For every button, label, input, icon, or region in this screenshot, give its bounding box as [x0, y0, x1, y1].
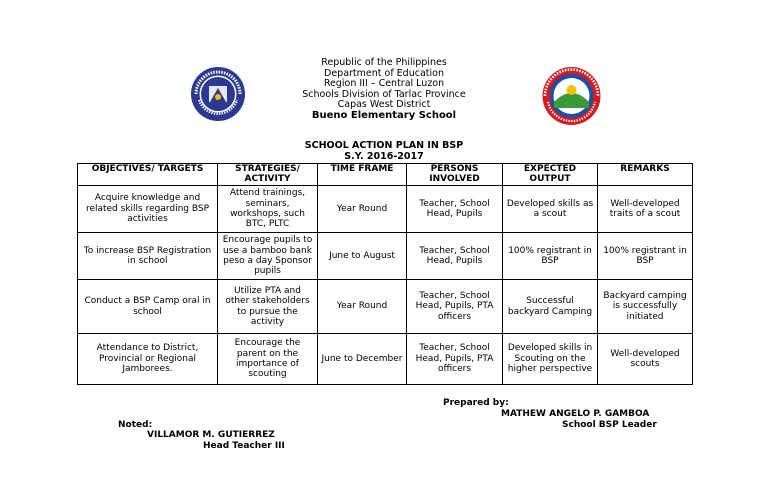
- title-line-1: SCHOOL ACTION PLAN IN BSP: [304, 140, 464, 151]
- table-cell: Encourage the parent on the importance of scouting: [218, 334, 318, 385]
- column-header: REMARKS: [598, 164, 693, 186]
- table-cell: Year Round: [318, 186, 407, 233]
- table-cell: Teacher, School Head, Pupils, PTA officers: [407, 280, 503, 334]
- column-header: PERSONS INVOLVED: [407, 164, 503, 186]
- table-row: [78, 233, 693, 280]
- prepared-by-name: MATHEW ANGELO P. GAMBOA: [501, 409, 650, 419]
- header-line-2: Department of Education: [324, 67, 444, 79]
- action-plan-table: [77, 163, 693, 385]
- table-cell: Teacher, School Head, Pupils, PTA officers: [407, 334, 503, 385]
- table-cell: Well-developed scouts: [598, 334, 693, 385]
- header-line-5: Capas West District: [337, 99, 431, 111]
- deped-seal-icon: [190, 66, 246, 122]
- table-cell: Teacher, School Head, Pupils: [407, 186, 503, 233]
- document-title: [0, 141, 768, 162]
- table-cell: Well-developed traits of a scout: [598, 186, 693, 233]
- prepared-by-label: Prepared by:: [443, 398, 509, 408]
- header-line-1: Republic of the Philippines: [321, 57, 447, 68]
- table-cell: Teacher, School Head, Pupils: [407, 233, 503, 280]
- column-header: EXPECTED OUTPUT: [503, 164, 598, 186]
- school-seal-icon: [541, 66, 602, 126]
- table-cell: Successful backyard Camping: [503, 280, 598, 334]
- title-line-2: S.Y. 2016-2017: [344, 150, 424, 162]
- noted-by-name: VILLAMOR M. GUTIERREZ: [147, 430, 275, 440]
- table-cell: Developed skills in Scouting on the higher perspective: [503, 334, 598, 385]
- table-cell: Utilize PTA and other stakeholders to pursue the activity: [218, 280, 318, 334]
- table-cell: Encourage pupils to use a bamboo bank peso a day Sponsor pupils: [218, 233, 318, 280]
- noted-label: Noted:: [118, 420, 153, 430]
- table-row: [78, 334, 693, 385]
- table-cell: Conduct a BSP Camp oral in school: [78, 280, 218, 334]
- table-row: [78, 280, 693, 334]
- table-cell: Developed skills as a scout: [503, 186, 598, 233]
- table-header-row: [78, 164, 693, 186]
- column-header: OBJECTIVES/ TARGETS: [78, 164, 218, 186]
- letterhead: [0, 58, 768, 122]
- table-cell: 100% registrant in BSP: [598, 233, 693, 280]
- table-cell: Attendance to District, Provincial or Regional Jamborees.: [78, 334, 218, 385]
- noted-by-position: Head Teacher III: [203, 441, 285, 451]
- table-row: [78, 186, 693, 233]
- table-cell: To increase BSP Registration in school: [78, 233, 218, 280]
- prepared-by-position: School BSP Leader: [562, 420, 657, 430]
- table-cell: 100% registrant in BSP: [503, 233, 598, 280]
- table-cell: Year Round: [318, 280, 407, 334]
- table-cell: June to December: [318, 334, 407, 385]
- table-cell: Attend trainings, seminars, workshops, such BTC, PLTC: [218, 186, 318, 233]
- header-line-4: Schools Division of Tarlac Province: [302, 88, 466, 100]
- column-header: TIME FRAME: [318, 164, 407, 186]
- table-cell: Backyard camping is successfully initiated: [598, 280, 693, 334]
- table-cell: Acquire knowledge and related skills regarding BSP activities: [78, 186, 218, 233]
- school-name: Bueno Elementary School: [311, 109, 457, 121]
- table-cell: June to August: [318, 233, 407, 280]
- column-header: STRATEGIES/ ACTIVITY: [218, 164, 318, 186]
- header-line-3: Region III – Central Luzon: [323, 78, 445, 90]
